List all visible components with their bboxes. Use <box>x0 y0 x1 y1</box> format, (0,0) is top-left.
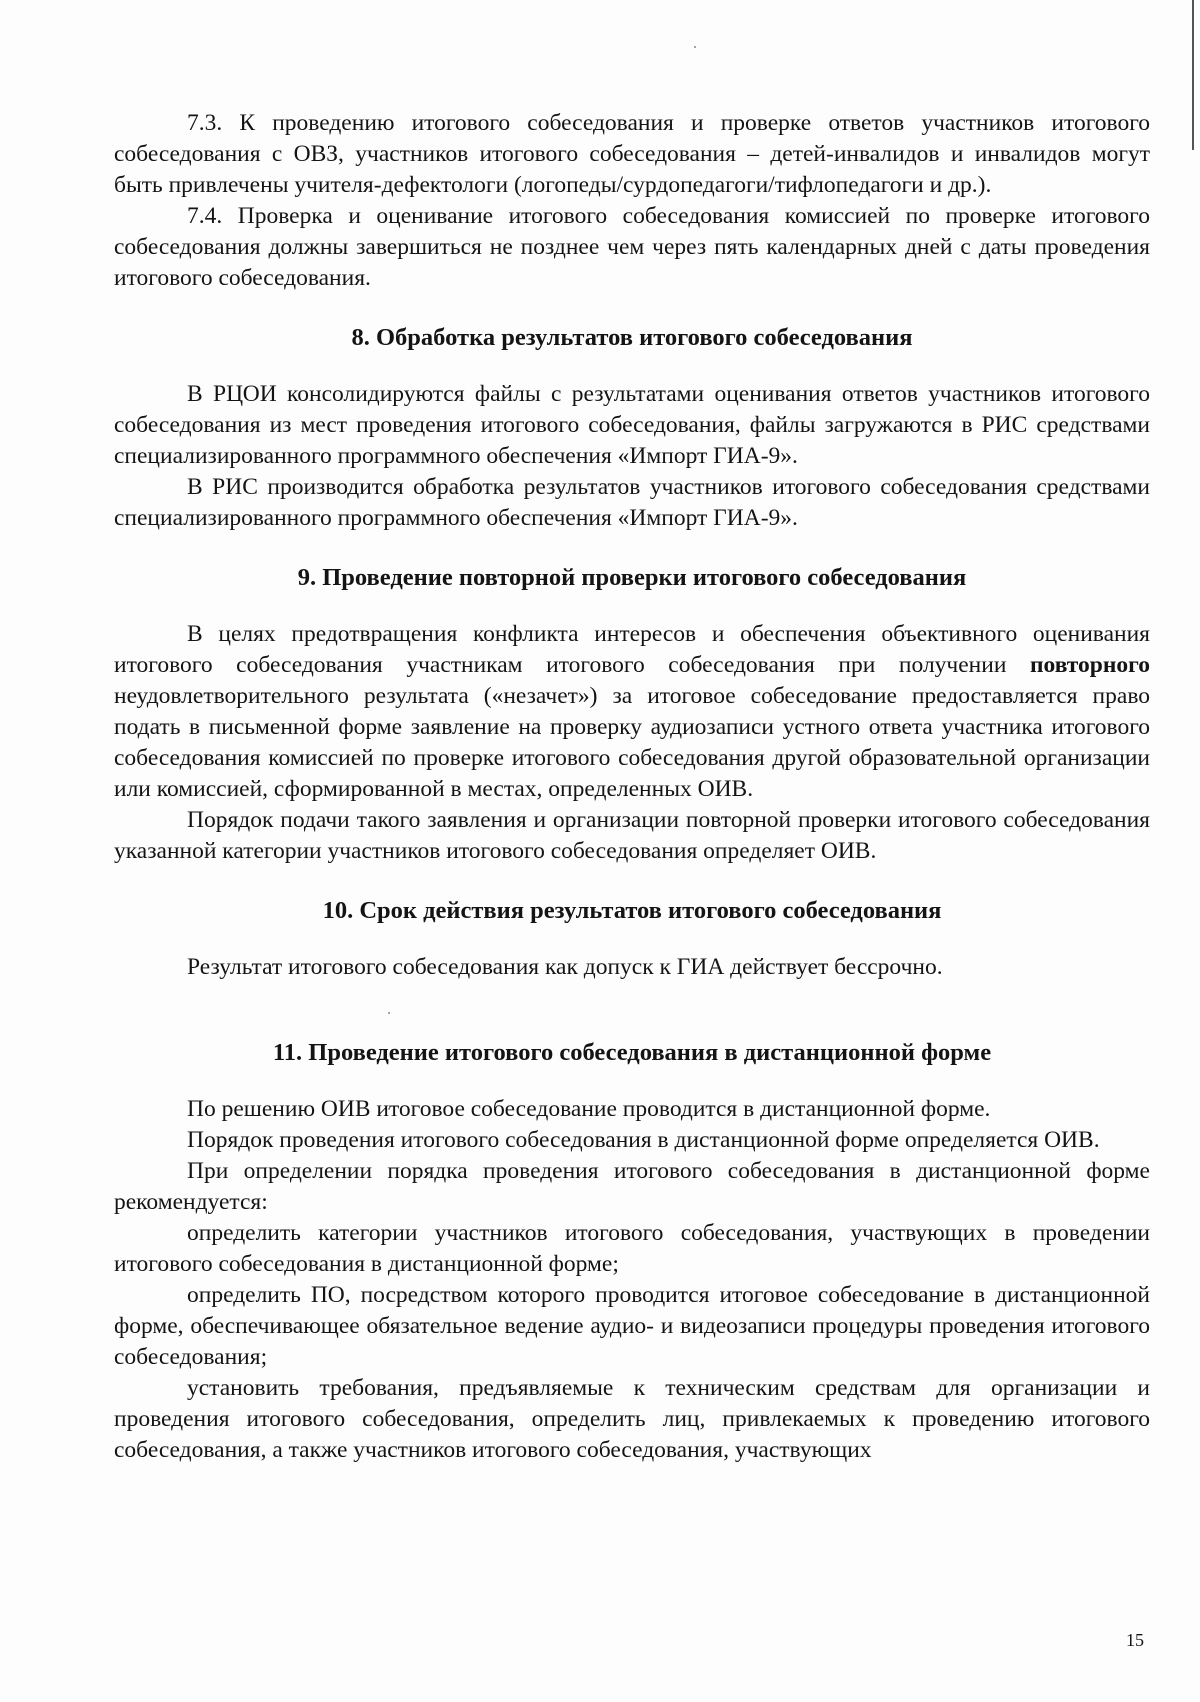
section-9-paragraph <box>114 619 1150 805</box>
section-11-paragraph: При определении порядка проведения итогового собеседования в дистанционной форме рекомендуется: <box>114 1158 1150 1215</box>
section-11-heading: 11. Проведение итогового собеседования в дистанционной форме <box>272 1039 992 1066</box>
scan-speck <box>694 46 696 48</box>
paragraph-7-3: 7.3. К проведению итогового собеседования и проверке ответов участников итогового собеседования с ОВЗ, участников итогового собеседования – детей-инвалидов и инвалидов могут быть привлечены учителя-дефектологи (логопеды/сурдопедагоги/тифлопедагоги и др.). <box>114 110 1150 198</box>
scan-edge-line <box>1192 0 1194 150</box>
section-11-paragraph: Порядок проведения итогового собеседования в дистанционной форме определяется ОИВ. <box>187 1127 1100 1153</box>
section-9-paragraph: Порядок подачи такого заявления и организации повторной проверки итогового собеседования указанной категории участников итогового собеседования определяет ОИВ. <box>114 807 1150 864</box>
section-9-text: В целях предотвращения конфликта интересов и обеспечения объективного оценивания итогового собеседования участникам итогового собеседования при получении <box>114 621 1150 678</box>
section-11-paragraph: установить требования, предъявляемые к техническим средствам для организации и проведения итогового собеседования, определить лиц, привлекаемых к проведению итогового собеседования, а также участников итогового собеседования, участвующих <box>114 1375 1150 1463</box>
section-11-paragraph: определить категории участников итогового собеседования, участвующих в проведении итогового собеседования в дистанционной форме; <box>114 1220 1150 1277</box>
section-9-bold-word: повторного <box>1030 652 1150 678</box>
section-10-paragraph: Результат итогового собеседования как допуск к ГИА действует бессрочно. <box>187 954 943 980</box>
section-11-paragraph: По решению ОИВ итоговое собеседование проводится в дистанционной форме. <box>187 1096 991 1122</box>
section-10-heading: 10. Срок действия результатов итогового собеседования <box>322 897 942 924</box>
page-number: 15 <box>1126 1630 1144 1650</box>
section-8-paragraph: В РИС производится обработка результатов участников итогового собеседования средствами специализированного программного обеспечения «Импорт ГИА-9». <box>114 474 1150 531</box>
section-8-heading: 8. Обработка результатов итогового собеседования <box>351 324 913 351</box>
section-9-text: неудовлетворительного результата («незачет») за итоговое собеседование предоставляется право подать в письменной форме заявление на проверку аудиозаписи устного ответа участника итогового собеседования комиссией по проверке итогового собеседования другой образовательной организации или комиссией, сформированной в местах, определенных ОИВ. <box>114 683 1150 802</box>
section-11-paragraph: определить ПО, посредством которого проводится итоговое собеседование в дистанционной форме, обеспечивающее обязательное ведение аудио- и видеозаписи процедуры проведения итогового собеседования; <box>114 1282 1150 1370</box>
document-body <box>114 108 1150 1466</box>
section-8-paragraph: В РЦОИ консолидируются файлы с результатами оценивания ответов участников итогового собеседования из мест проведения итогового собеседования, файлы загружаются в РИС средствами специализированного программного обеспечения «Импорт ГИА-9». <box>114 381 1150 469</box>
section-9-heading: 9. Проведение повторной проверки итогового собеседования <box>297 564 967 591</box>
paragraph-7-4: 7.4. Проверка и оценивание итогового собеседования комиссией по проверке итогового собеседования должны завершиться не позднее чем через пять календарных дней с даты проведения итогового собеседования. <box>114 203 1150 291</box>
